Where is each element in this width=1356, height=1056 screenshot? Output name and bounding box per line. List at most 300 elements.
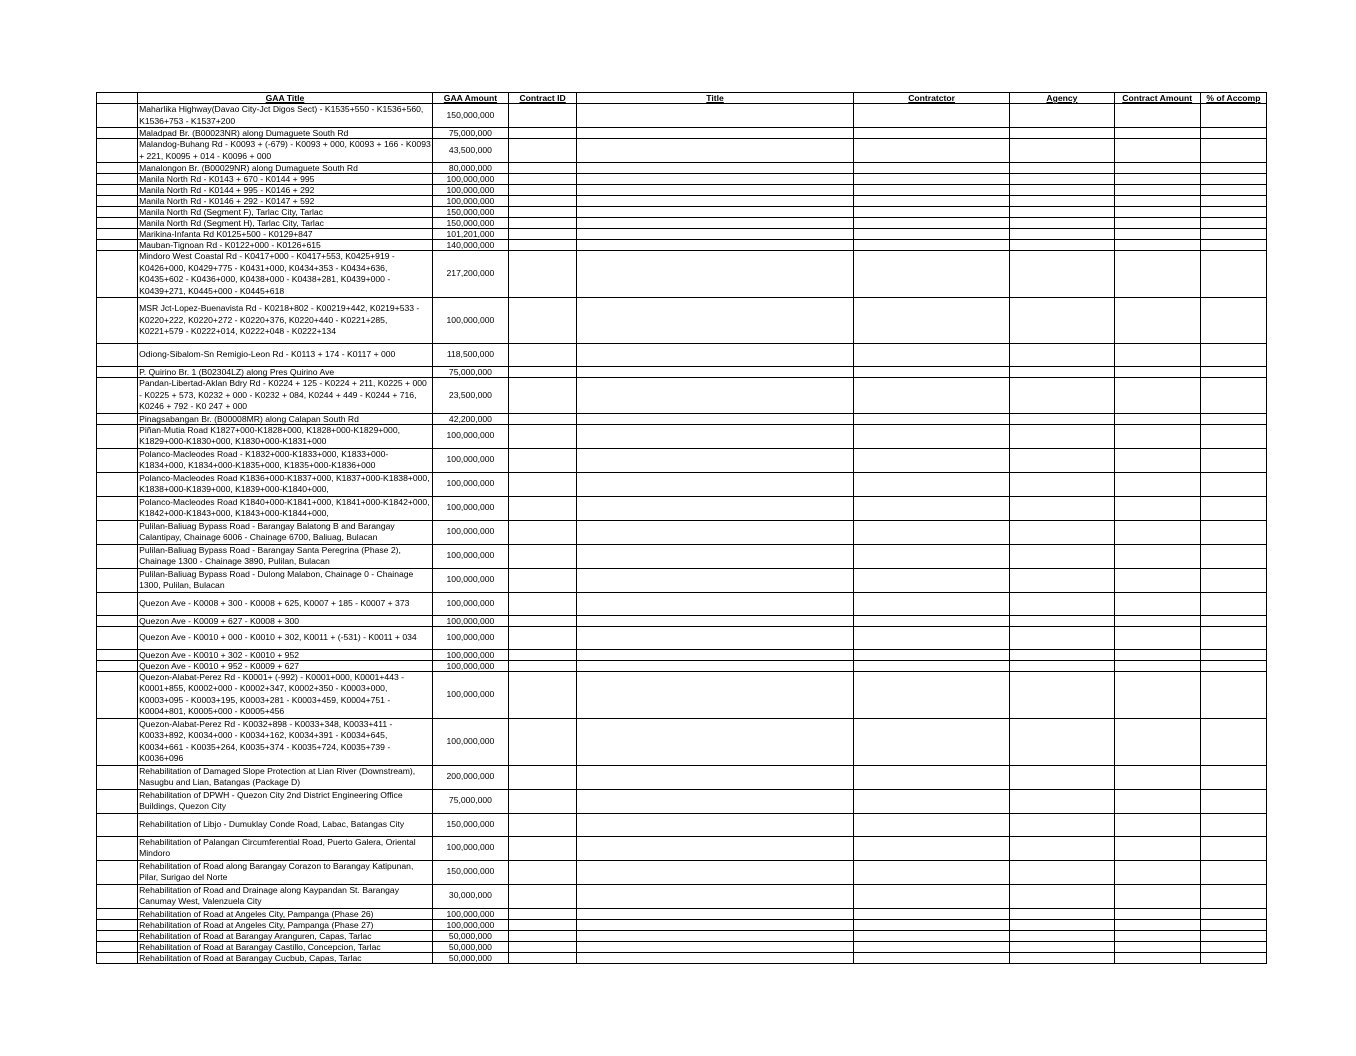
agency-cell	[1010, 836, 1114, 860]
row-blank-cell	[97, 660, 138, 671]
gaa-title-cell: Pulilan-Baliuag Bypass Road - Barangay Santa Peregrina (Phase 2), Chainage 1300 - Chainage 3890, Pulilan, Bulacan	[138, 544, 433, 568]
contractor-cell	[853, 196, 1009, 207]
contract-amount-cell	[1114, 660, 1200, 671]
contractor-cell	[853, 860, 1009, 884]
table-row	[97, 298, 1267, 344]
percent-accomp-cell	[1200, 218, 1266, 229]
contract-amount-cell	[1114, 218, 1200, 229]
gaa-amount-cell: 43,500,000	[432, 139, 508, 163]
contract-id-cell	[509, 789, 577, 813]
agency-cell	[1010, 218, 1114, 229]
header-agency: Agency	[1010, 93, 1114, 104]
contract-id-cell	[509, 448, 577, 472]
percent-accomp-cell	[1200, 615, 1266, 626]
contractor-cell	[853, 378, 1009, 414]
row-blank-cell	[97, 185, 138, 196]
table-row	[97, 952, 1267, 963]
title-cell	[577, 908, 854, 919]
contract-amount-cell	[1114, 496, 1200, 520]
title-cell	[577, 251, 854, 298]
title-cell	[577, 128, 854, 139]
table-row	[97, 185, 1267, 196]
contract-id-cell	[509, 104, 577, 128]
contract-amount-cell	[1114, 207, 1200, 218]
agency-cell	[1010, 626, 1114, 649]
row-blank-cell	[97, 378, 138, 414]
contract-amount-cell	[1114, 860, 1200, 884]
percent-accomp-cell	[1200, 174, 1266, 185]
gaa-amount-cell: 100,000,000	[432, 626, 508, 649]
contract-id-cell	[509, 424, 577, 448]
table-row	[97, 626, 1267, 649]
row-blank-cell	[97, 174, 138, 185]
agency-cell	[1010, 344, 1114, 367]
percent-accomp-cell	[1200, 813, 1266, 836]
gaa-title-cell: Malandog-Buhang Rd - K0093 + (-679) - K0093 + 000, K0093 + 166 - K0093 + 221, K0095 + 014 - K0096 + 000	[139, 139, 431, 161]
gaa-amount-cell: 100,000,000	[432, 660, 508, 671]
percent-accomp-cell	[1200, 930, 1266, 941]
contract-amount-cell	[1114, 413, 1200, 424]
table-row	[97, 941, 1267, 952]
gaa-title-cell: Quezon Ave - K0010 + 302 - K0010 + 952	[138, 649, 433, 660]
row-blank-cell	[97, 615, 138, 626]
title-cell	[577, 930, 854, 941]
percent-accomp-cell	[1200, 860, 1266, 884]
gaa-title-cell: Rehabilitation of Road and Drainage along Kaypandan St. Barangay Canumay West, Valenzuela City	[138, 884, 433, 908]
table-body	[97, 104, 1267, 964]
contract-id-cell	[509, 592, 577, 615]
row-blank-cell	[97, 196, 138, 207]
header-blank	[97, 93, 138, 104]
gaa-title-cell: Pulilan-Baliuag Bypass Road - Barangay Balatong B and Barangay Calantipay, Chainage 6006 - Chainage 6700, Baliuag, Bulacan	[138, 520, 433, 544]
contract-id-cell	[509, 367, 577, 378]
contractor-cell	[853, 660, 1009, 671]
agency-cell	[1010, 789, 1114, 813]
table-row	[97, 344, 1267, 367]
contractor-cell	[853, 496, 1009, 520]
contract-amount-cell	[1114, 813, 1200, 836]
title-cell	[577, 104, 854, 128]
percent-accomp-cell	[1200, 520, 1266, 544]
gaa-amount-cell: 150,000,000	[432, 218, 508, 229]
gaa-amount-cell: 150,000,000	[432, 104, 508, 128]
contractor-cell	[853, 930, 1009, 941]
percent-accomp-cell	[1200, 496, 1266, 520]
contract-id-cell	[509, 908, 577, 919]
gaa-amount-cell: 100,000,000	[432, 615, 508, 626]
contractor-cell	[853, 765, 1009, 789]
contract-amount-cell	[1114, 240, 1200, 251]
percent-accomp-cell	[1200, 718, 1266, 765]
gaa-title-cell: Pandan-Libertad-Aklan Bdry Rd - K0224 + 125 - K0224 + 211, K0225 + 000 - K0225 + 573, K0232 + 000 - K0232 + 084, K0244 + 449 - K0244 + 716, K0246 + 792 - K0 247 + 000	[138, 378, 433, 414]
contract-id-cell	[509, 229, 577, 240]
table-row	[97, 496, 1267, 520]
table-row	[97, 229, 1267, 240]
agency-cell	[1010, 448, 1114, 472]
agency-cell	[1010, 298, 1114, 344]
gaa-amount-cell: 100,000,000	[432, 671, 508, 718]
agency-cell	[1010, 671, 1114, 718]
contract-amount-cell	[1114, 568, 1200, 592]
percent-accomp-cell	[1200, 568, 1266, 592]
table-row	[97, 930, 1267, 941]
agency-cell	[1010, 860, 1114, 884]
agency-cell	[1010, 185, 1114, 196]
percent-accomp-cell	[1200, 424, 1266, 448]
percent-accomp-cell	[1200, 298, 1266, 344]
gaa-title-cell: Mauban-Tignoan Rd - K0122+000 - K0126+615	[138, 240, 433, 251]
contract-amount-cell	[1114, 424, 1200, 448]
contract-amount-cell	[1114, 671, 1200, 718]
gaa-title-cell: Piñan-Mutia Road K1827+000-K1828+000, K1828+000-K1829+000, K1829+000-K1830+000, K1830+000-K1831+000	[138, 424, 433, 448]
gaa-amount-cell: 150,000,000	[432, 860, 508, 884]
gaa-title-cell: Manila North Rd (Segment F), Tarlac City, Tarlac	[138, 207, 433, 218]
percent-accomp-cell	[1200, 952, 1266, 963]
contract-id-cell	[509, 207, 577, 218]
agency-cell	[1010, 196, 1114, 207]
contractor-cell	[853, 424, 1009, 448]
percent-accomp-cell	[1200, 765, 1266, 789]
percent-accomp-cell	[1200, 229, 1266, 240]
gaa-amount-cell: 100,000,000	[432, 718, 508, 765]
table-row	[97, 860, 1267, 884]
row-blank-cell	[97, 919, 138, 930]
gaa-title-cell: Manalongon Br. (B00029NR) along Dumaguete South Rd	[138, 163, 433, 174]
table-row	[97, 592, 1267, 615]
contractor-cell	[853, 671, 1009, 718]
gaa-amount-cell: 100,000,000	[432, 836, 508, 860]
gaa-amount-cell: 140,000,000	[432, 240, 508, 251]
contractor-cell	[853, 813, 1009, 836]
contractor-cell	[853, 344, 1009, 367]
contract-id-cell	[509, 251, 577, 298]
contract-amount-cell	[1114, 884, 1200, 908]
table-row	[97, 884, 1267, 908]
contract-amount-cell	[1114, 930, 1200, 941]
row-blank-cell	[97, 472, 138, 496]
contract-amount-cell	[1114, 163, 1200, 174]
gaa-amount-cell: 80,000,000	[432, 163, 508, 174]
gaa-title-cell: Rehabilitation of Libjo - Dumuklay Conde Road, Labac, Batangas City	[138, 813, 433, 836]
gaa-title-cell: Rehabilitation of Road at Angeles City, Pampanga (Phase 26)	[138, 908, 433, 919]
table-row	[97, 836, 1267, 860]
agency-cell	[1010, 378, 1114, 414]
contract-amount-cell	[1114, 344, 1200, 367]
contract-id-cell	[509, 128, 577, 139]
table-row	[97, 424, 1267, 448]
percent-accomp-cell	[1200, 104, 1266, 128]
contractor-cell	[853, 718, 1009, 765]
percent-accomp-cell	[1200, 592, 1266, 615]
title-cell	[577, 185, 854, 196]
row-blank-cell	[97, 229, 138, 240]
title-cell	[577, 298, 854, 344]
agency-cell	[1010, 908, 1114, 919]
gaa-title-cell: Rehabilitation of Palangan Circumferential Road, Puerto Galera, Oriental Mindoro	[138, 836, 433, 860]
row-blank-cell	[97, 789, 138, 813]
row-blank-cell	[97, 813, 138, 836]
contract-id-cell	[509, 196, 577, 207]
agency-cell	[1010, 229, 1114, 240]
gaa-title-cell: Polanco-Macleodes Road K1840+000-K1841+000, K1841+000-K1842+000, K1842+000-K1843+000, K1843+000-K1844+000,	[138, 496, 433, 520]
contract-id-cell	[509, 671, 577, 718]
row-blank-cell	[97, 496, 138, 520]
row-blank-cell	[97, 836, 138, 860]
agency-cell	[1010, 919, 1114, 930]
contract-amount-cell	[1114, 544, 1200, 568]
contract-amount-cell	[1114, 174, 1200, 185]
gaa-title-cell: Rehabilitation of Damaged Slope Protection at Lian River (Downstream), Nasugbu and Lian, Batangas (Package D)	[138, 765, 433, 789]
contract-amount-cell	[1114, 952, 1200, 963]
gaa-title-cell: Rehabilitation of Road at Barangay Castillo, Concepcion, Tarlac	[138, 941, 433, 952]
agency-cell	[1010, 544, 1114, 568]
contract-id-cell	[509, 718, 577, 765]
percent-accomp-cell	[1200, 240, 1266, 251]
row-blank-cell	[97, 544, 138, 568]
contract-id-cell	[509, 626, 577, 649]
gaa-amount-cell: 100,000,000	[432, 196, 508, 207]
title-cell	[577, 789, 854, 813]
contractor-cell	[853, 952, 1009, 963]
gaa-amount-cell: 150,000,000	[432, 207, 508, 218]
contractor-cell	[853, 207, 1009, 218]
row-blank-cell	[97, 952, 138, 963]
agency-cell	[1010, 930, 1114, 941]
gaa-amount-cell: 100,000,000	[432, 520, 508, 544]
table-row	[97, 251, 1267, 298]
gaa-amount-cell: 118,500,000	[432, 344, 508, 367]
contract-id-cell	[509, 344, 577, 367]
agency-cell	[1010, 520, 1114, 544]
contract-id-cell	[509, 163, 577, 174]
percent-accomp-cell	[1200, 671, 1266, 718]
title-cell	[577, 884, 854, 908]
percent-accomp-cell	[1200, 836, 1266, 860]
agency-cell	[1010, 813, 1114, 836]
percent-accomp-cell	[1200, 413, 1266, 424]
percent-accomp-cell	[1200, 660, 1266, 671]
table-row	[97, 367, 1267, 378]
percent-accomp-cell	[1200, 344, 1266, 367]
contract-amount-cell	[1114, 941, 1200, 952]
table-row	[97, 139, 1267, 163]
title-cell	[577, 424, 854, 448]
row-blank-cell	[97, 671, 138, 718]
title-cell	[577, 413, 854, 424]
title-cell	[577, 520, 854, 544]
gaa-title-cell: MSR Jct-Lopez-Buenavista Rd - K0218+802 - K00219+442, K0219+533 - K0220+222, K0220+272 - K0220+376, K0220+440 - K0221+285, K0221+579 - K0222+014, K0222+048 - K0222+134	[138, 298, 433, 344]
contract-amount-cell	[1114, 520, 1200, 544]
row-blank-cell	[97, 884, 138, 908]
table-row	[97, 413, 1267, 424]
gaa-amount-cell: 50,000,000	[432, 952, 508, 963]
table-row	[97, 207, 1267, 218]
row-blank-cell	[97, 941, 138, 952]
row-blank-cell	[97, 139, 138, 163]
contract-id-cell	[509, 919, 577, 930]
table-row	[97, 813, 1267, 836]
table-row	[97, 104, 1267, 128]
header-gaa-amount: GAA Amount	[432, 93, 508, 104]
contract-amount-cell	[1114, 718, 1200, 765]
row-blank-cell	[97, 413, 138, 424]
gaa-amount-cell: 23,500,000	[432, 378, 508, 414]
gaa-amount-cell: 100,000,000	[432, 424, 508, 448]
agency-cell	[1010, 568, 1114, 592]
contract-id-cell	[509, 472, 577, 496]
agency-cell	[1010, 104, 1114, 128]
header-contract-id: Contract ID	[509, 93, 577, 104]
contract-id-cell	[509, 660, 577, 671]
contract-amount-cell	[1114, 367, 1200, 378]
contract-id-cell	[509, 185, 577, 196]
table-row	[97, 568, 1267, 592]
contractor-cell	[853, 251, 1009, 298]
gaa-title-cell: Quezon Ave - K0008 + 300 - K0008 + 625, K0007 + 185 - K0007 + 373	[138, 592, 433, 615]
gaa-title-cell: Mindoro West Coastal Rd - K0417+000 - K0417+553, K0425+919 - K0426+000, K0429+775 - K0431+000, K0434+353 - K0434+636, K0435+602 - K0436+000, K0438+000 - K0438+281, K0439+000 - K0439+271, K0445+000 - K0445+618	[138, 251, 433, 298]
contractor-cell	[853, 520, 1009, 544]
contractor-cell	[853, 626, 1009, 649]
table-row	[97, 544, 1267, 568]
title-cell	[577, 240, 854, 251]
gaa-title-cell: Pinagsabangan Br. (B00008MR) along Calapan South Rd	[138, 413, 433, 424]
gaa-title-cell: Odiong-Sibalom-Sn Remigio-Leon Rd - K0113 + 174 - K0117 + 000	[138, 344, 433, 367]
contractor-cell	[853, 139, 1009, 163]
contract-amount-cell	[1114, 649, 1200, 660]
gaa-title-cell: Pulilan-Baliuag Bypass Road - Dulong Malabon, Chainage 0 - Chainage 1300, Pulilan, Bulacan	[138, 568, 433, 592]
gaa-amount-cell: 100,000,000	[432, 908, 508, 919]
title-cell	[577, 919, 854, 930]
agency-cell	[1010, 128, 1114, 139]
gaa-title-cell: Manila North Rd - K0143 + 670 - K0144 + 995	[138, 174, 433, 185]
title-cell	[577, 378, 854, 414]
contract-id-cell	[509, 836, 577, 860]
gaa-title-cell: Maladpad Br. (B00023NR) along Dumaguete South Rd	[138, 128, 433, 139]
contractor-cell	[853, 298, 1009, 344]
percent-accomp-cell	[1200, 649, 1266, 660]
row-blank-cell	[97, 344, 138, 367]
contract-amount-cell	[1114, 615, 1200, 626]
row-blank-cell	[97, 251, 138, 298]
row-blank-cell	[97, 240, 138, 251]
contractor-cell	[853, 367, 1009, 378]
contract-id-cell	[509, 860, 577, 884]
header-row	[97, 93, 1267, 104]
table-row	[97, 448, 1267, 472]
row-blank-cell	[97, 448, 138, 472]
gaa-amount-cell: 100,000,000	[432, 448, 508, 472]
percent-accomp-cell	[1200, 544, 1266, 568]
percent-accomp-cell	[1200, 378, 1266, 414]
row-blank-cell	[97, 218, 138, 229]
percent-accomp-cell	[1200, 367, 1266, 378]
percent-accomp-cell	[1200, 207, 1266, 218]
contract-id-cell	[509, 765, 577, 789]
contract-id-cell	[509, 496, 577, 520]
percent-accomp-cell	[1200, 908, 1266, 919]
percent-accomp-cell	[1200, 626, 1266, 649]
table-row	[97, 649, 1267, 660]
contract-id-cell	[509, 240, 577, 251]
gaa-amount-cell: 50,000,000	[432, 941, 508, 952]
contractor-cell	[853, 448, 1009, 472]
contract-id-cell	[509, 568, 577, 592]
title-cell	[577, 196, 854, 207]
gaa-title-cell: Rehabilitation of Road along Barangay Corazon to Barangay Katipunan, Pilar, Surigao del Norte	[138, 860, 433, 884]
agency-cell	[1010, 163, 1114, 174]
contract-id-cell	[509, 649, 577, 660]
gaa-title-cell: Manila North Rd - K0146 + 292 - K0147 + 592	[138, 196, 433, 207]
row-blank-cell	[97, 163, 138, 174]
header-title: Title	[577, 93, 854, 104]
gaa-amount-cell: 100,000,000	[432, 298, 508, 344]
contractor-cell	[853, 174, 1009, 185]
contract-amount-cell	[1114, 251, 1200, 298]
title-cell	[577, 344, 854, 367]
title-cell	[577, 218, 854, 229]
contract-id-cell	[509, 378, 577, 414]
header-gaa-title: GAA Title	[138, 93, 433, 104]
gaa-amount-cell: 100,000,000	[432, 544, 508, 568]
gaa-title-cell: Rehabilitation of Road at Barangay Cucbub, Capas, Tarlac	[138, 952, 433, 963]
row-blank-cell	[97, 520, 138, 544]
contract-id-cell	[509, 139, 577, 163]
title-cell	[577, 367, 854, 378]
gaa-amount-cell: 100,000,000	[432, 185, 508, 196]
title-cell	[577, 860, 854, 884]
table-row	[97, 174, 1267, 185]
title-cell	[577, 568, 854, 592]
agency-cell	[1010, 615, 1114, 626]
title-cell	[577, 718, 854, 765]
agency-cell	[1010, 139, 1114, 163]
gaa-title-cell: P. Quirino Br. 1 (B02304LZ) along Pres Quirino Ave	[138, 367, 433, 378]
contractor-cell	[853, 413, 1009, 424]
table-row	[97, 615, 1267, 626]
contract-id-cell	[509, 952, 577, 963]
contractor-cell	[853, 884, 1009, 908]
agency-cell	[1010, 367, 1114, 378]
table-row	[97, 128, 1267, 139]
gaa-title-cell: Quezon Ave - K0010 + 000 - K0010 + 302, K0011 + (-531) - K0011 + 034	[138, 626, 433, 649]
row-blank-cell	[97, 568, 138, 592]
title-cell	[577, 952, 854, 963]
title-cell	[577, 813, 854, 836]
agency-cell	[1010, 174, 1114, 185]
agency-cell	[1010, 649, 1114, 660]
title-cell	[577, 615, 854, 626]
contract-id-cell	[509, 174, 577, 185]
contract-id-cell	[509, 520, 577, 544]
contractor-cell	[853, 919, 1009, 930]
title-cell	[577, 207, 854, 218]
percent-accomp-cell	[1200, 789, 1266, 813]
contractor-cell	[853, 185, 1009, 196]
contract-amount-cell	[1114, 472, 1200, 496]
row-blank-cell	[97, 128, 138, 139]
gaa-amount-cell: 100,000,000	[432, 919, 508, 930]
gaa-amount-cell: 50,000,000	[432, 930, 508, 941]
percent-accomp-cell	[1200, 139, 1266, 163]
contractor-cell	[853, 592, 1009, 615]
gaa-amount-cell: 75,000,000	[432, 789, 508, 813]
contractor-cell	[853, 544, 1009, 568]
table-row	[97, 163, 1267, 174]
agency-cell	[1010, 413, 1114, 424]
table-row	[97, 218, 1267, 229]
header-percent-accomp: % of Accomp	[1200, 93, 1266, 104]
contract-id-cell	[509, 413, 577, 424]
